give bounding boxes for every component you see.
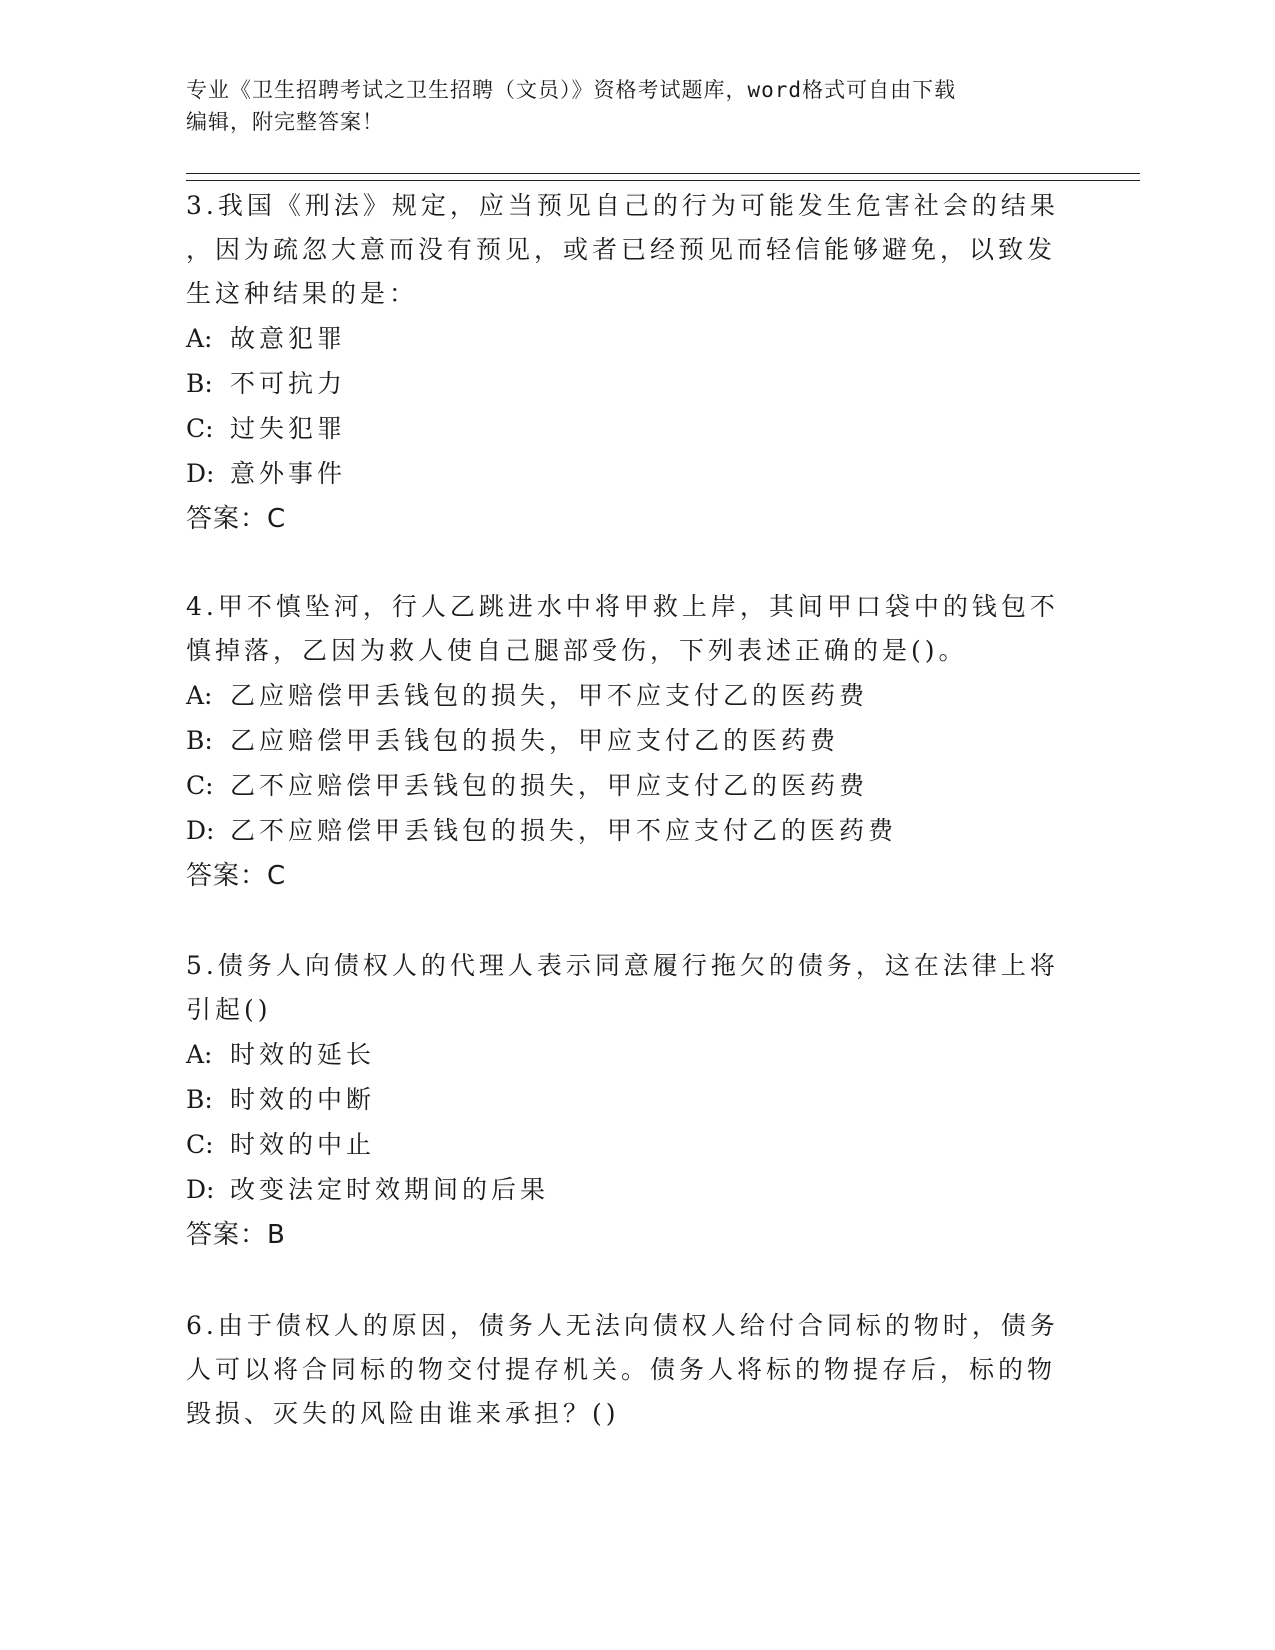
option-text: 时效的中断 <box>230 1085 376 1114</box>
option-b <box>186 1077 1066 1122</box>
option-d <box>186 1167 1066 1212</box>
option-key: D: <box>186 1175 215 1204</box>
question-stem-line: 引起() <box>186 995 272 1024</box>
option-c <box>186 1122 1066 1167</box>
option-text: 乙应赔偿甲丢钱包的损失，甲应支付乙的医药费 <box>230 726 840 755</box>
option-a <box>186 316 1066 361</box>
option-b <box>186 361 1066 406</box>
question-stem-line: 4.甲不慎坠河，行人乙跳进水中将甲救上岸，其间甲口袋中的钱包不 <box>186 592 1059 621</box>
option-key: A: <box>186 1040 213 1069</box>
question-5 <box>186 944 1066 1258</box>
option-text: 乙不应赔偿甲丢钱包的损失，甲应支付乙的医药费 <box>230 771 869 800</box>
header-divider-top <box>186 173 1140 174</box>
question-3 <box>186 184 1066 542</box>
option-text: 乙不应赔偿甲丢钱包的损失，甲不应支付乙的医药费 <box>230 816 898 845</box>
option-key: D: <box>186 816 215 845</box>
option-text: 改变法定时效期间的后果 <box>230 1175 550 1204</box>
question-stem-line: ，因为疏忽大意而没有预见，或者已经预见而轻信能够避免，以致发 <box>186 235 1057 264</box>
option-key: C: <box>186 414 214 443</box>
option-a <box>186 1032 1066 1077</box>
question-stem-line: 生这种结果的是： <box>186 279 419 308</box>
question-stem-line: 6.由于债权人的原因，债务人无法向债权人给付合同标的物时，债务 <box>186 1311 1059 1340</box>
option-key: D: <box>186 459 215 488</box>
option-d <box>186 451 1066 496</box>
option-text: 过失犯罪 <box>230 414 347 443</box>
option-key: A: <box>186 324 213 353</box>
option-key: A: <box>186 681 213 710</box>
answer: 答案：C <box>186 861 287 891</box>
question-stem-line: 3.我国《刑法》规定，应当预见自己的行为可能发生危害社会的结果 <box>186 191 1059 220</box>
option-text: 意外事件 <box>230 459 347 488</box>
header-divider-bottom <box>186 180 1140 181</box>
option-key: B: <box>186 1085 213 1114</box>
option-key: B: <box>186 369 213 398</box>
option-key: C: <box>186 771 214 800</box>
header-line-1: 专业《卫生招聘考试之卫生招聘（文员）》资格考试题库，word格式可自由下载 <box>186 78 957 102</box>
question-stem-line: 5.债务人向债权人的代理人表示同意履行拖欠的债务，这在法律上将 <box>186 951 1059 980</box>
option-c <box>186 406 1066 451</box>
option-b <box>186 718 1066 763</box>
header-line-2: 编辑，附完整答案！ <box>186 110 384 134</box>
option-text: 不可抗力 <box>230 369 347 398</box>
question-stem-line: 人可以将合同标的物交付提存机关。债务人将标的物提存后，标的物 <box>186 1355 1057 1384</box>
option-d <box>186 808 1066 853</box>
question-4 <box>186 585 1066 899</box>
question-stem-line: 慎掉落，乙因为救人使自己腿部受伤，下列表述正确的是()。 <box>186 636 968 665</box>
option-c <box>186 763 1066 808</box>
question-6 <box>186 1304 1066 1436</box>
answer: 答案：C <box>186 504 287 534</box>
option-key: B: <box>186 726 213 755</box>
option-key: C: <box>186 1130 214 1159</box>
option-text: 时效的中止 <box>230 1130 376 1159</box>
option-a <box>186 673 1066 718</box>
document-header <box>186 74 1066 138</box>
question-stem-line: 毁损、灭失的风险由谁来承担？() <box>186 1399 620 1428</box>
option-text: 乙应赔偿甲丢钱包的损失，甲不应支付乙的医药费 <box>230 681 869 710</box>
answer: 答案：B <box>186 1220 286 1250</box>
option-text: 时效的延长 <box>230 1040 376 1069</box>
option-text: 故意犯罪 <box>230 324 347 353</box>
